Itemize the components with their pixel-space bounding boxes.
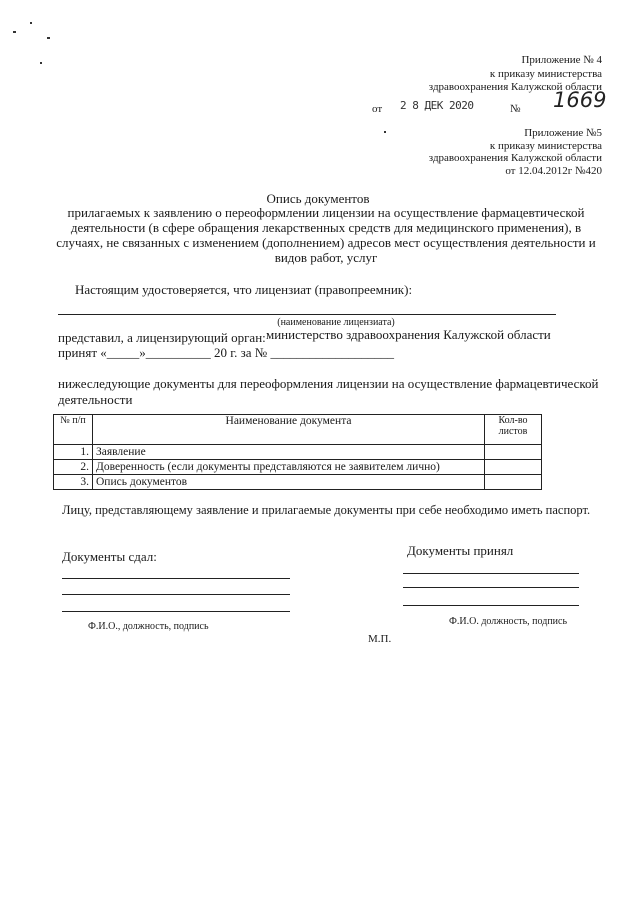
received-signature-line[interactable] [403,605,579,606]
scan-speck [384,131,386,133]
scan-speck [47,37,50,39]
row-count[interactable] [485,460,542,475]
header-count: Кол-во листов [485,415,542,445]
table-header-row [54,415,542,445]
handed-over-caption: Ф.И.О., должность, подпись [88,621,209,632]
appendix-5-line4: от 12.04.2012г №420 [505,165,602,177]
header-name: Наименование документа [93,415,485,445]
order-number-prefix: № [510,103,521,115]
received-signature-line[interactable] [403,587,579,588]
handed-over-signature-line[interactable] [62,611,290,612]
appendix-5-line1: Приложение №5 [524,127,602,139]
row-count[interactable] [485,445,542,460]
received-caption: Ф.И.О. должность, подпись [449,616,568,627]
appendix-5-line2: к приказу министерства [489,140,602,152]
row-num: 1. [54,445,93,460]
row-name: Доверенность (если документы представляются не заявителем лично) [93,460,485,475]
title-line2: прилагаемых к заявлению о переоформлении лицензии на осуществление фармацевтической [67,205,585,220]
row-num: 3. [54,475,93,490]
passport-note: Лицу, представляющему заявление и прилагаемые документы при себе необходимо иметь паспорт. [62,503,591,517]
documents-table [53,414,542,490]
table-row [54,445,542,460]
row-num: 2. [54,460,93,475]
table-row [54,460,542,475]
row-name: Опись документов [93,475,485,490]
received-label: Документы принял [407,543,514,558]
scan-speck [30,22,32,24]
certify-text: Настоящим удостоверяется, что лицензиат (правопреемник): [75,282,413,297]
title-line4: случаях, не связанных с изменением (дополнением) адресов мест осуществления деятельности и [56,235,596,250]
licensee-caption: (наименование лицензиата) [277,317,395,328]
scan-speck [40,62,42,64]
handed-over-signature-line[interactable] [62,594,290,595]
row-count[interactable] [485,475,542,490]
header-num: № п/п [54,415,93,445]
order-date-prefix: от [372,103,383,115]
handed-over-label: Документы сдал: [62,549,157,564]
table-row [54,475,542,490]
scan-speck [13,31,16,33]
received-signature-line[interactable] [403,573,579,574]
appendix-4-line2: к приказу министерства [489,68,602,80]
order-date-stamp: 2 8 ДЕК 2020 [400,99,474,112]
order-number-handwritten: 1669 [553,88,607,112]
documents-intro-line1: нижеследующие документы для переоформления лицензии на осуществление фармацевтической [58,376,599,391]
licensing-authority: министерство здравоохранения Калужской области [266,327,551,342]
licensee-name-line[interactable] [58,314,556,315]
seal-label: М.П. [368,633,392,645]
title-line5: видов работ, услуг [274,250,378,265]
row-name: Заявление [93,445,485,460]
title-line3: деятельности (в сфере обращения лекарственных средств для медицинского применения), в [70,220,582,235]
appendix-4-line1: Приложение № 4 [521,54,602,66]
title-line1: Опись документов [266,191,370,206]
accepted-date-line: принят «_____»__________ 20 г. за № ___________________ [58,345,394,360]
documents-intro-line2: деятельности [58,392,133,407]
submitted-line1-left: представил, а лицензирующий орган: [58,330,266,345]
handed-over-signature-line[interactable] [62,578,290,579]
appendix-4-line3: здравоохранения Калужской области [428,81,602,93]
appendix-5-line3: здравоохранения Калужской области [428,152,602,164]
